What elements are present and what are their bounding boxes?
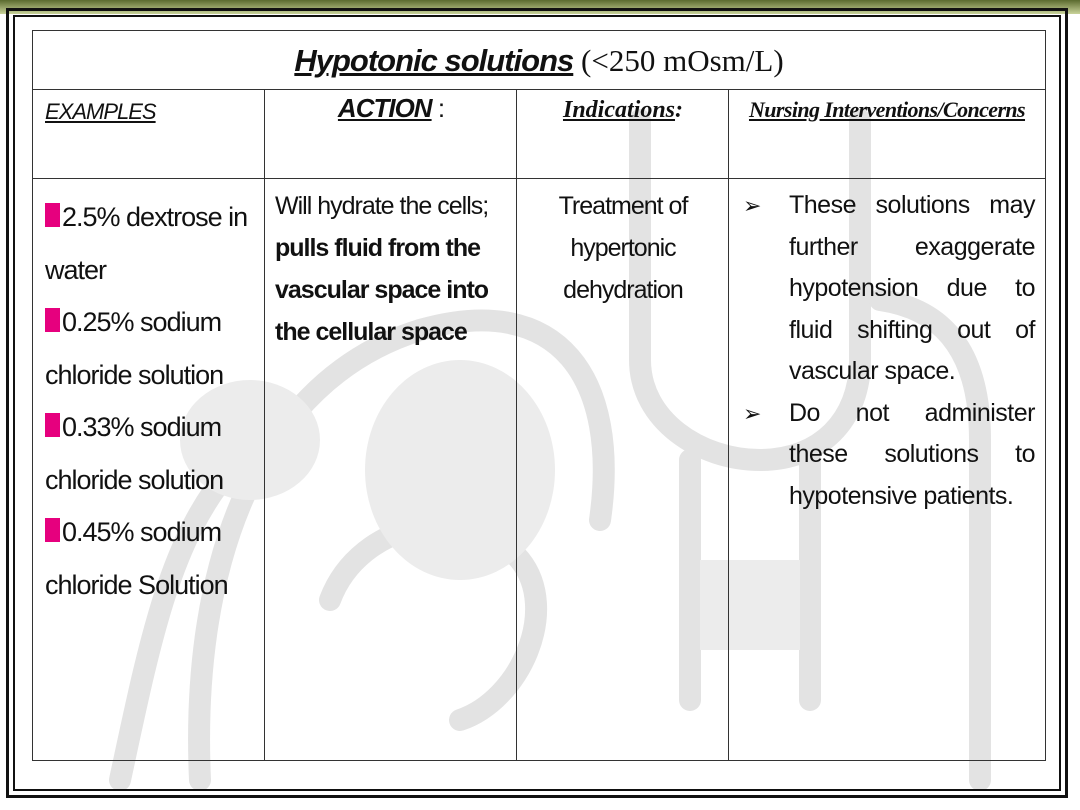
arrowhead-icon: ➢: [743, 193, 761, 218]
nursing-item: ➢ These solutions may further exaggerate hypotension due to fluid shifting out of vascular space.: [743, 185, 1035, 393]
title-rest: (<250 mOsm/L): [581, 43, 784, 78]
action-bold: pulls fluid from the vascular space into the cellular space: [275, 234, 489, 346]
example-item: 0.25% sodium chloride solution: [45, 307, 224, 390]
hypotonic-table: [32, 30, 1046, 761]
examples-header: EXAMPLES: [45, 99, 156, 124]
examples-column: [33, 89, 265, 760]
pink-square-icon: [45, 518, 60, 542]
example-item: 0.45% sodium chloride Solution: [45, 517, 228, 600]
pink-square-icon: [45, 413, 60, 437]
table-title: [33, 31, 1045, 90]
title-emphasis: Hypotonic solutions: [294, 43, 574, 78]
action-header: ACTION :: [337, 93, 445, 123]
action-normal: Will hydrate the cells;: [275, 192, 489, 220]
nursing-header: Nursing Interventions/Concerns: [748, 97, 1026, 122]
nursing-list: [743, 185, 1035, 517]
pink-square-icon: [45, 308, 60, 332]
action-text: [275, 185, 513, 353]
example-item: 2.5% dextrose in water: [45, 202, 248, 285]
arrowhead-icon: ➢: [743, 400, 761, 426]
pink-square-icon: [45, 203, 60, 227]
indications-text: Treatment of hypertonic dehydration: [558, 192, 688, 304]
action-column: [265, 89, 517, 760]
nursing-item: ➢ Do not administer these solutions to hypotensive patients.: [743, 393, 1035, 518]
examples-list: [45, 191, 260, 611]
example-item: 0.33% sodium chloride solution: [45, 412, 224, 495]
indications-column: [517, 89, 729, 760]
indications-header: Indications:: [562, 97, 684, 123]
nursing-column: [729, 89, 1045, 760]
